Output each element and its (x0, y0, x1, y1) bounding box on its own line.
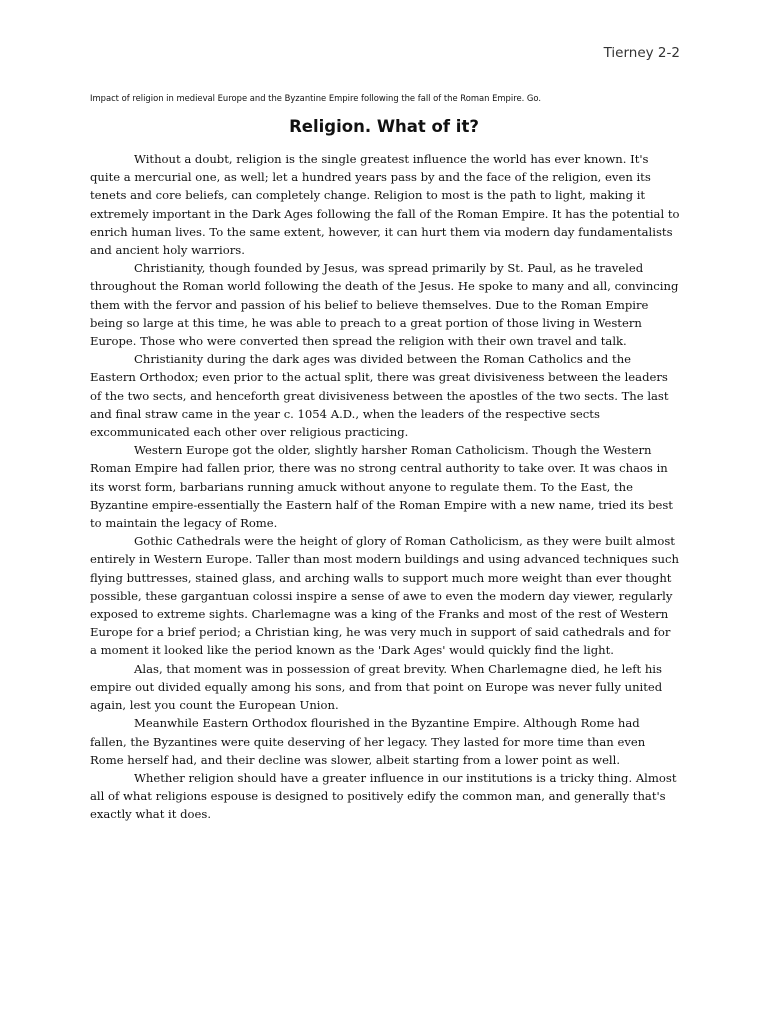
essay-title: Religion. What of it? (289, 117, 479, 136)
paragraph: Alas, that moment was in possession of great brevity. When Charlemagne died, he left his empire out divided equally among his sons, and from that point on Europe was never fully united again, lest you count the European Union. (90, 661, 663, 713)
paragraph: Meanwhile Eastern Orthodox flourished in the Byzantine Empire. Although Rome had fallen, the Byzantines were quite deserving of her legacy. They lasted for more time than even Rome herself had, and their decline was slower, albeit starting from a lower point as well. (90, 716, 646, 767)
paragraph: Christianity during the dark ages was divided between the Roman Catholics and the Eastern Orthodox; even prior to the actual split, there was great divisiveness between the leaders of the two sects, and henceforth great divisiveness between the apostles of the two sects. The last and final straw came in the year c. 1054 A.D., when the leaders of the respective sects excommunicated each other over religious practicing. (90, 352, 669, 440)
paragraph: Whether religion should have a greater influence in our institutions is a tricky thing. Almost all of what religions espouse is designed to positively edify the common man, and generally that's exactly what it does. (90, 770, 677, 822)
page-header: Tierney 2-2 (603, 45, 680, 61)
paragraph: Christianity, though founded by Jesus, was spread primarily by St. Paul, as he traveled throughout the Roman world following the death of the Jesus. He spoke to many and all, convincing them with the fervor and passion of his belief to believe themselves. Due to the Roman Empire being so large at this time, he was able to preach to a great portion of those living in Western Europe. Those who were converted then spread the religion with their own travel and talk. (90, 261, 679, 349)
paragraph: Without a doubt, religion is the single greatest influence the world has ever known. It's quite a mercurial one, as well; let a hundred years pass by and the face of the religion, even its tenets and core beliefs, can completely change. Religion to most is the path to light, making it extremely important in the Dark Ages following the fall of the Roman Empire. It has the potential to enrich human lives. To the same extent, however, it can hurt them via modern day fundamentalists and ancient holy warriors. (90, 152, 680, 258)
essay-body (90, 150, 680, 824)
essay-prompt: Impact of religion in medieval Europe and the Byzantine Empire following the fall of the Roman Empire. Go. (90, 93, 542, 103)
paragraph: Gothic Cathedrals were the height of glory of Roman Catholicism, as they were built almost entirely in Western Europe. Taller than most modern buildings and using advanced techniques such flying buttresses, stained glass, and arching walls to support much more weight than ever thought possible, these gargantuan colossi inspire a sense of awe to even the modern day viewer, regularly exposed to extreme sights. Charlemagne was a king of the Franks and most of the rest of Western Europe for a brief period; a Christian king, he was very much in support of said cathedrals and for a moment it looked like the period known as the 'Dark Ages' would quickly find the light. (90, 534, 679, 658)
paragraph: Western Europe got the older, slightly harsher Roman Catholicism. Though the Western Roman Empire had fallen prior, there was no strong central authority to take over. It was chaos in its worst form, barbarians running amuck without anyone to regulate them. To the East, the Byzantine empire-essentially the Eastern half of the Roman Empire with a new name, tried its best to maintain the legacy of Rome. (90, 443, 673, 531)
